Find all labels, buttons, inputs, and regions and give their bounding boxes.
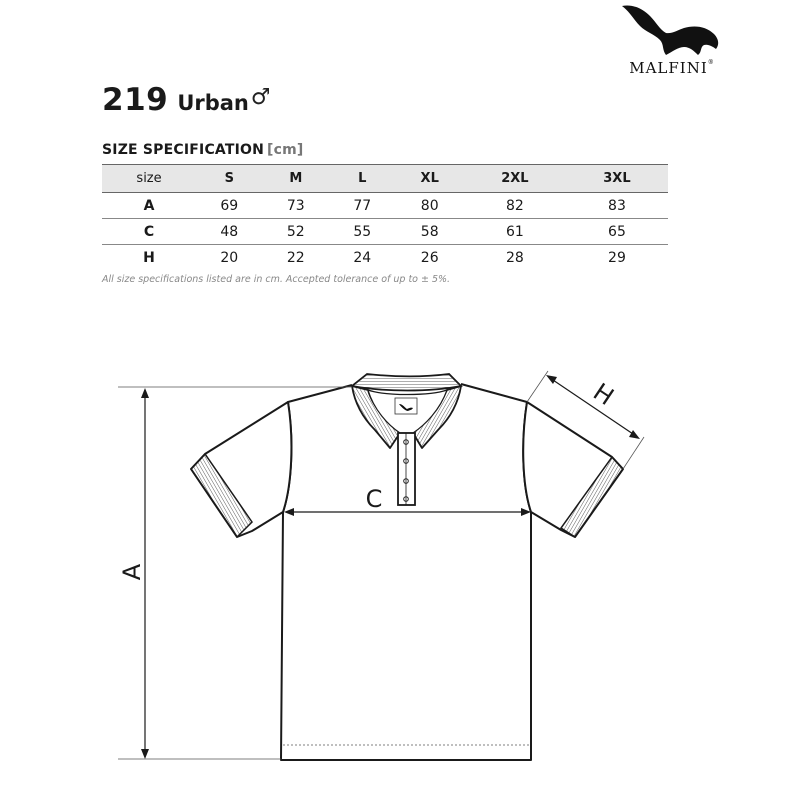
size-col-header: S [196, 165, 263, 193]
table-cell: 80 [420, 197, 439, 214]
table-cell: 82 [505, 197, 524, 214]
dim-h-label: H [588, 377, 619, 412]
row-label: A [143, 197, 155, 214]
product-number: 219 [102, 82, 169, 118]
table-cell: 24 [329, 245, 396, 271]
dim-h-ref-top [527, 371, 548, 402]
size-col-header: L [329, 165, 396, 193]
tolerance-note: All size specifications listed are in cm. Accepted tolerance of up to ± 5%. [102, 274, 451, 285]
product-name: Urban [177, 91, 249, 115]
size-corner-label: size [102, 165, 196, 193]
dim-a-arrow-top [141, 388, 149, 398]
table-cell: 73 [286, 197, 305, 214]
table-cell: 83 [608, 197, 626, 214]
table-cell: 28 [464, 245, 566, 271]
male-gender-icon: ♂ [250, 85, 271, 110]
table-cell: 58 [396, 219, 464, 245]
size-spec-unit: [cm] [267, 142, 304, 158]
table-cell: 48 [196, 219, 263, 245]
row-label: C [102, 219, 196, 245]
table-cell: 77 [353, 197, 372, 214]
dim-h-arrow-top [546, 375, 557, 384]
size-col-header: M [263, 165, 330, 193]
size-col-header: 3XL [566, 165, 668, 193]
table-cell: 52 [263, 219, 330, 245]
table-cell: 65 [566, 219, 668, 245]
table-cell: 22 [263, 245, 330, 271]
table-cell: 20 [196, 245, 263, 271]
table-cell: 29 [566, 245, 668, 271]
table-cell: 69 [220, 197, 239, 214]
dim-c-label: C [365, 485, 383, 513]
dim-h-arrow-bottom [629, 430, 640, 439]
dim-a-arrow-bottom [141, 749, 149, 759]
collar-band [352, 374, 461, 391]
dim-a-label: A [118, 563, 146, 581]
brand-name: MALFINI® [629, 59, 715, 77]
size-col-header: 2XL [464, 165, 566, 193]
row-label: H [102, 245, 196, 271]
dim-h-ref-bottom [623, 437, 644, 469]
table-cell: 26 [396, 245, 464, 271]
neck-label [395, 398, 417, 414]
size-spec-heading: SIZE SPECIFICATION [cm] [102, 142, 304, 158]
table-cell: 61 [464, 219, 566, 245]
size-col-header: XL [396, 165, 464, 193]
table-cell: 55 [329, 219, 396, 245]
